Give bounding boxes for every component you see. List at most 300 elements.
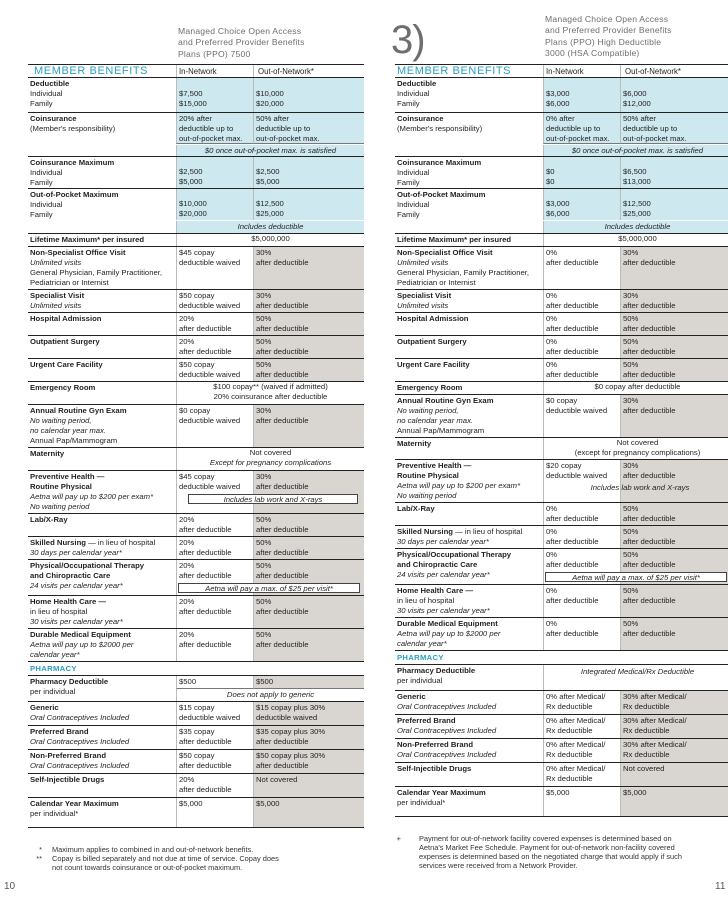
row-out-of-pocket-maximum: [28, 189, 364, 234]
cell-value: after deductible: [179, 785, 232, 795]
row-office-visit: [395, 247, 728, 290]
row-non-preferred-brand: [28, 750, 364, 774]
row-preventive-health: [28, 471, 364, 514]
row-label: Family: [30, 210, 53, 220]
cell-value: $50 copay: [179, 360, 215, 369]
row-label: — in lieu of hospital: [452, 527, 523, 536]
row-label: Unlimited visits: [30, 258, 82, 268]
row-self-injectible: [395, 763, 728, 787]
therapy-note: Aetna will pay a max. of $25 per visit*: [178, 583, 360, 593]
row-title: Preventive Health —: [30, 472, 105, 481]
row-lifetime-maximum: [395, 234, 728, 247]
cell-value: 30%: [623, 396, 639, 405]
cell-value: after deductible: [179, 347, 232, 357]
row-label: Unlimited visits: [397, 301, 449, 311]
row-title: Skilled Nursing: [30, 538, 86, 547]
cell-value: $12,000: [623, 99, 651, 109]
cell-value: Rx deductible: [546, 702, 593, 712]
cell-value: $2,500: [256, 167, 280, 176]
cell-value: 0% after: [546, 114, 575, 123]
cell-value: $10,000: [179, 199, 207, 208]
row-label: Individual: [30, 89, 63, 99]
row-title: Annual Routine Gyn Exam: [30, 406, 127, 415]
row-title: Lifetime Maximum* per insured: [30, 235, 145, 244]
cell-value: (except for pregnancy complications): [574, 448, 701, 458]
cell-value: after deductible: [546, 537, 599, 547]
row-label: Unlimited visits: [397, 258, 449, 268]
cell-value: 0%: [546, 586, 558, 595]
row-label: 30 days per calendar year*: [397, 537, 489, 547]
cell-value: after deductible: [546, 629, 599, 639]
cell-value: 50%: [256, 597, 272, 606]
row-title: Deductible: [30, 79, 70, 88]
cell-value: after deductible: [179, 640, 232, 650]
cell-value: after deductible: [256, 482, 309, 492]
row-hospital-admission: [395, 313, 728, 336]
cell-value: 30%: [256, 406, 272, 415]
cell-value: after deductible: [256, 258, 309, 268]
plan-title-line: and Preferred Provider Benefits: [545, 25, 672, 36]
cell-value: 0%: [546, 360, 558, 369]
row-title: Hospital Admission: [30, 314, 102, 323]
cell-value: 20%: [179, 538, 195, 547]
row-title: Home Health Care —: [30, 597, 107, 606]
cell-value: 20%: [179, 337, 195, 346]
row-pharmacy-deductible: [28, 676, 364, 702]
cell-value: deductible waived: [179, 713, 241, 723]
row-calendar-year-maximum: [395, 787, 728, 817]
row-title: Urgent Care Facility: [30, 360, 103, 369]
cell-value: after deductible: [546, 258, 599, 268]
row-coinsurance-maximum: [395, 157, 728, 189]
row-title: Specialist Visit: [30, 291, 85, 300]
footnote-text: Copay is billed separately and not due at time of service. Copay does: [52, 854, 279, 863]
cell-value: after deductible: [623, 560, 676, 570]
cell-value: 20%: [179, 515, 195, 524]
cell-value: 50%: [256, 515, 272, 524]
row-label: 30 visits per calendar year*: [397, 606, 490, 616]
cell-value: after deductible: [546, 596, 599, 606]
cell-value: after deductible: [256, 607, 309, 617]
cell-value: $5,000: [546, 788, 570, 797]
row-label: 30 visits per calendar year*: [30, 617, 123, 627]
cell-value: deductible up to: [179, 124, 234, 134]
cell-value: $3,000: [546, 89, 570, 98]
therapy-note: Aetna will pay a max. of $25 per visit*: [545, 572, 727, 582]
pharmacy-deductible-note: Does not apply to generic: [226, 690, 315, 699]
row-label: Pediatrician or Internist: [397, 278, 476, 288]
footnote-mark: *: [39, 845, 42, 854]
cell-value: 30%: [623, 291, 639, 300]
row-coinsurance: [28, 113, 364, 157]
cell-value: $5,000: [179, 177, 203, 187]
cell-value: 0%: [546, 619, 558, 628]
footnote-text: expenses is determined based on the negotiated charge that would apply if such: [419, 852, 682, 861]
cell-value: $0 copay: [179, 406, 211, 415]
plan-title-line: Plans (PPO) High Deductible: [545, 36, 662, 47]
footnote-mark: +: [396, 834, 401, 843]
cell-value: after deductible: [179, 607, 232, 617]
cell-value: $5,000,000: [618, 234, 657, 243]
out-of-network-heading: Out-of-Network*: [620, 65, 728, 77]
cell-value: 50%: [623, 550, 639, 559]
cell-value: 20%: [179, 314, 195, 323]
cell-value: 50%: [623, 619, 639, 628]
cell-value: 20%: [179, 775, 195, 784]
row-label: Family: [30, 99, 53, 109]
cell-value: 20% after: [179, 114, 212, 123]
row-title: Outpatient Surgery: [397, 337, 467, 346]
cell-value: after deductible: [256, 301, 309, 311]
row-generic: [28, 702, 364, 726]
cell-value: $0: [546, 167, 555, 176]
row-label: Individual: [397, 89, 430, 99]
cell-value: 20% coinsurance after deductible: [213, 392, 328, 402]
row-title: Generic: [30, 703, 59, 712]
cell-value: 0% after Medical/: [546, 716, 606, 725]
row-title: Non-Specialist Office Visit: [397, 248, 493, 257]
row-deductible: [395, 78, 728, 113]
cell-value: deductible waived: [179, 370, 241, 380]
row-emergency-room: [28, 382, 364, 405]
row-title: Non-Preferred Brand: [397, 740, 474, 749]
cell-value: $500: [179, 677, 197, 686]
cell-value: $0 copay: [546, 396, 578, 405]
row-maternity: [395, 438, 728, 460]
row-title: Self-Injectible Drugs: [397, 764, 472, 773]
row-label: no calendar year max.: [30, 426, 107, 436]
cell-value: 0%: [546, 337, 558, 346]
cell-value: 50%: [623, 586, 639, 595]
row-title: Pharmacy Deductible: [397, 666, 476, 675]
row-label: Family: [30, 178, 53, 188]
row-label: Annual Pap/Mammogram: [397, 426, 485, 436]
row-title: Preferred Brand: [30, 727, 89, 736]
row-label: Family: [397, 178, 420, 188]
cell-value: $0 copay after deductible: [594, 382, 681, 391]
row-title: Routine Physical: [30, 482, 92, 492]
row-title: Non-Specialist Office Visit: [30, 248, 126, 257]
cell-value: 50%: [623, 527, 639, 536]
cell-value: after deductible: [256, 761, 309, 771]
left-page: [4, 0, 364, 904]
plan-title-line: and Preferred Provider Benefits: [178, 37, 305, 48]
row-durable-medical-equipment: [28, 629, 364, 662]
cell-value: $50 copay: [179, 291, 215, 300]
cell-value: $6,500: [623, 167, 647, 176]
benefits-table: [28, 64, 364, 828]
preventive-note: Includes lab work and X-rays: [590, 483, 690, 492]
cell-value: 30% after Medical/: [623, 692, 687, 701]
row-title: Hospital Admission: [397, 314, 469, 323]
row-title: Maternity: [397, 439, 432, 448]
cell-value: $45 copay: [179, 248, 215, 257]
row-label: (Member's responsibility): [30, 124, 116, 134]
cell-value: 30%: [256, 472, 272, 481]
row-physical-therapy: [28, 560, 364, 596]
cell-value: $50 copay plus 30%: [256, 751, 326, 760]
pharmacy-section-header: [28, 662, 364, 676]
table-header: [395, 64, 728, 78]
row-outpatient-surgery: [28, 336, 364, 359]
row-outpatient-surgery: [395, 336, 728, 359]
row-lab-xray: [28, 514, 364, 537]
row-label: 30 days per calendar year*: [30, 548, 122, 558]
cell-value: after deductible: [623, 347, 676, 357]
cell-value: $7,500: [179, 89, 203, 98]
cell-value: 30% after Medical/: [623, 740, 687, 749]
cell-value: 20%: [179, 597, 195, 606]
cell-value: out-of-pocket max.: [623, 134, 687, 144]
row-label: Family: [397, 99, 420, 109]
row-title: Lab/X-Ray: [30, 515, 68, 524]
cell-value: 50%: [256, 538, 272, 547]
row-preferred-brand: [395, 715, 728, 739]
row-coinsurance-maximum: [28, 157, 364, 189]
row-label: per individual: [397, 676, 443, 686]
row-label: Individual: [30, 168, 63, 178]
cell-value: $20,000: [179, 209, 207, 219]
cell-value: Rx deductible: [623, 726, 670, 736]
row-title: Generic: [397, 692, 426, 701]
cell-value: after deductible: [256, 640, 309, 650]
footnote-text: not count towards coinsurance or out-of-pocket maximum.: [52, 863, 243, 872]
cell-value: after deductible: [623, 258, 676, 268]
row-calendar-year-maximum: [28, 798, 364, 828]
row-title: Out-of-Pocket Maximum: [30, 190, 119, 199]
plan-title-line: Plans (PPO) 7500: [178, 48, 251, 59]
cell-value: after deductible: [623, 301, 676, 311]
cell-value: $5,000: [256, 177, 280, 187]
cell-value: $5,000: [256, 799, 280, 808]
row-deductible: [28, 78, 364, 113]
row-label: Oral Contraceptives Included: [30, 713, 130, 723]
row-physical-therapy: [395, 549, 728, 585]
cell-value: $50 copay: [179, 751, 215, 760]
cell-value: 50%: [256, 630, 272, 639]
cell-value: Not covered: [623, 764, 665, 773]
row-title: Coinsurance Maximum: [397, 158, 482, 167]
row-specialist-visit: [395, 290, 728, 313]
cell-value: after deductible: [179, 737, 232, 747]
row-label: Individual: [397, 200, 430, 210]
cell-value: $15,000: [179, 99, 207, 109]
row-title: Preventive Health —: [397, 461, 472, 470]
row-gyn-exam: [28, 405, 364, 448]
cell-value: Not covered: [256, 775, 298, 784]
cell-value: 50%: [623, 360, 639, 369]
row-title: Pharmacy Deductible: [30, 677, 109, 686]
oop-note: Includes deductible: [604, 222, 671, 231]
section-number: 3): [391, 18, 425, 62]
cell-value: after deductible: [179, 548, 232, 558]
cell-value: 0% after Medical/: [546, 740, 606, 749]
cell-value: 50%: [623, 504, 639, 513]
cell-value: Not covered: [249, 448, 292, 457]
cell-value: $5,000: [623, 788, 647, 797]
cell-value: 0%: [546, 248, 558, 257]
cell-value: 20%: [179, 630, 195, 639]
cell-value: 50% after: [623, 114, 656, 123]
cell-value: $10,000: [256, 89, 284, 98]
cell-value: Rx deductible: [623, 750, 670, 760]
cell-value: $25,000: [623, 209, 651, 219]
row-label: — in lieu of hospital: [85, 538, 156, 547]
cell-value: 50%: [256, 314, 272, 323]
row-label: Annual Pap/Mammogram: [30, 436, 118, 446]
benefits-table: [395, 64, 728, 817]
row-hospital-admission: [28, 313, 364, 336]
footnote-text: Aetna's Market Fee Schedule. Payment for out-of-network non-facility covered: [419, 843, 675, 852]
cell-value: after deductible: [623, 629, 676, 639]
row-title: Durable Medical Equipment: [30, 630, 131, 639]
cell-value: after deductible: [256, 370, 309, 380]
row-label: in lieu of hospital: [397, 596, 455, 606]
cell-value: after deductible: [256, 347, 309, 357]
footnote-text: Payment for out-of-network facility covered expenses is determined based on: [419, 834, 672, 843]
plan-title-line: Managed Choice Open Access: [178, 26, 302, 36]
cell-value: 50%: [256, 360, 272, 369]
cell-value: after deductible: [256, 416, 309, 426]
cell-value: 50%: [256, 337, 272, 346]
cell-value: after deductible: [546, 324, 599, 334]
page-number: 11: [715, 881, 726, 892]
row-label: no calendar year max.: [397, 416, 474, 426]
row-label: Aetna will pay up to $2000 per: [30, 640, 134, 650]
row-title: Calendar Year Maximum: [30, 799, 119, 808]
row-label: calendar year*: [397, 639, 447, 649]
cell-value: $5,000,000: [251, 234, 290, 243]
cell-value: $35 copay: [179, 727, 215, 736]
cell-value: $5,000: [179, 799, 203, 808]
footnote-mark: **: [36, 854, 42, 863]
cell-value: after deductible: [256, 525, 309, 535]
cell-value: deductible up to: [623, 124, 678, 134]
cell-value: 30%: [256, 291, 272, 300]
cell-value: 50%: [623, 337, 639, 346]
pharmacy-deductible-note: Integrated Medical/Rx Deductible: [580, 667, 695, 676]
pharmacy-section-header: [395, 651, 728, 665]
cell-value: $12,500: [623, 199, 651, 208]
plan-title-line: 3000 (HSA Compatible): [545, 48, 640, 59]
cell-value: 50%: [623, 314, 639, 323]
cell-value: $0: [546, 177, 555, 187]
row-title: Emergency Room: [30, 383, 96, 392]
row-title: Calendar Year Maximum: [397, 788, 486, 797]
cell-value: $500: [256, 677, 274, 686]
row-title: Preferred Brand: [397, 716, 456, 725]
footnote-text: Maximum applies to combined in and out-of-network benefits.: [52, 845, 254, 854]
preventive-note: Includes lab work and X-rays: [188, 494, 358, 504]
cell-value: $13,000: [623, 177, 651, 187]
row-title: Routine Physical: [397, 471, 459, 481]
row-title: Lifetime Maximum* per insured: [397, 235, 512, 244]
row-title: Maternity: [30, 449, 65, 458]
cell-value: out-of-pocket max.: [546, 134, 610, 144]
cell-value: after deductible: [546, 370, 599, 380]
row-label: Oral Contraceptives Included: [397, 702, 497, 712]
cell-value: 30% after Medical/: [623, 716, 687, 725]
cell-value: $35 copay plus 30%: [256, 727, 326, 736]
cell-value: Not covered: [616, 438, 659, 447]
cell-value: after deductible: [256, 571, 309, 581]
cell-value: after deductible: [546, 560, 599, 570]
row-coinsurance: [395, 113, 728, 157]
row-urgent-care: [395, 359, 728, 382]
row-label: Oral Contraceptives Included: [30, 761, 130, 771]
row-label: Unlimited visits: [30, 301, 82, 311]
row-preventive-health: [395, 460, 728, 503]
row-preferred-brand: [28, 726, 364, 750]
cell-value: 0%: [546, 314, 558, 323]
cell-value: after deductible: [179, 525, 232, 535]
row-title: Skilled Nursing: [397, 527, 453, 536]
row-title: Coinsurance Maximum: [30, 158, 115, 167]
cell-value: after deductible: [546, 347, 599, 357]
cell-value: $15 copay: [179, 703, 215, 712]
cell-value: 30%: [256, 248, 272, 257]
cell-value: after deductible: [179, 761, 232, 771]
cell-value: after deductible: [623, 324, 676, 334]
row-title: Non-Preferred Brand: [30, 751, 107, 760]
in-network-heading: In-Network: [176, 65, 253, 77]
cell-value: after deductible: [623, 596, 676, 606]
row-gyn-exam: [395, 395, 728, 438]
row-home-health-care: [28, 596, 364, 629]
cell-value: $15 copay plus 30%: [256, 703, 326, 712]
cell-value: 0%: [546, 291, 558, 300]
row-label: General Physician, Family Practitioner,: [30, 268, 163, 278]
row-label: Aetna will pay up to $2000 per: [397, 629, 501, 639]
row-urgent-care: [28, 359, 364, 382]
cell-value: $2,500: [179, 167, 203, 176]
row-label: No waiting period: [30, 502, 90, 512]
row-label: No waiting period: [397, 491, 457, 501]
cell-value: after deductible: [179, 571, 232, 581]
cell-value: 20%: [179, 561, 195, 570]
coinsurance-note: $0 once out-of-pocket max. is satisfied: [204, 146, 337, 155]
row-label: per individual*: [30, 809, 79, 819]
row-pharmacy-deductible: [395, 665, 728, 691]
row-title: Coinsurance: [30, 114, 77, 123]
out-of-network-heading: Out-of-Network*: [253, 65, 364, 77]
row-title: and Chiropractic Care: [397, 560, 478, 570]
cell-value: Rx deductible: [546, 774, 593, 784]
cell-value: 0% after Medical/: [546, 692, 606, 701]
row-specialist-visit: [28, 290, 364, 313]
pharmacy-heading: PHARMACY: [30, 664, 77, 673]
row-label: Pediatrician or Internist: [30, 278, 109, 288]
row-label: in lieu of hospital: [30, 607, 88, 617]
cell-value: 0%: [546, 527, 558, 536]
cell-value: after deductible: [256, 324, 309, 334]
plan-title: [178, 26, 358, 60]
member-benefits-heading: MEMBER BENEFITS: [397, 65, 512, 77]
row-skilled-nursing: [395, 526, 728, 549]
row-emergency-room: [395, 382, 728, 395]
row-label: per individual*: [397, 798, 446, 808]
table-header: [28, 64, 364, 78]
cell-value: $25,000: [256, 209, 284, 219]
row-skilled-nursing: [28, 537, 364, 560]
cell-value: deductible waived: [179, 258, 241, 268]
row-out-of-pocket-maximum: [395, 189, 728, 234]
cell-value: after deductible: [256, 737, 309, 747]
cell-value: 30%: [623, 461, 639, 470]
cell-value: $6,000: [546, 99, 570, 109]
row-title: Specialist Visit: [397, 291, 452, 300]
cell-value: after deductible: [623, 537, 676, 547]
